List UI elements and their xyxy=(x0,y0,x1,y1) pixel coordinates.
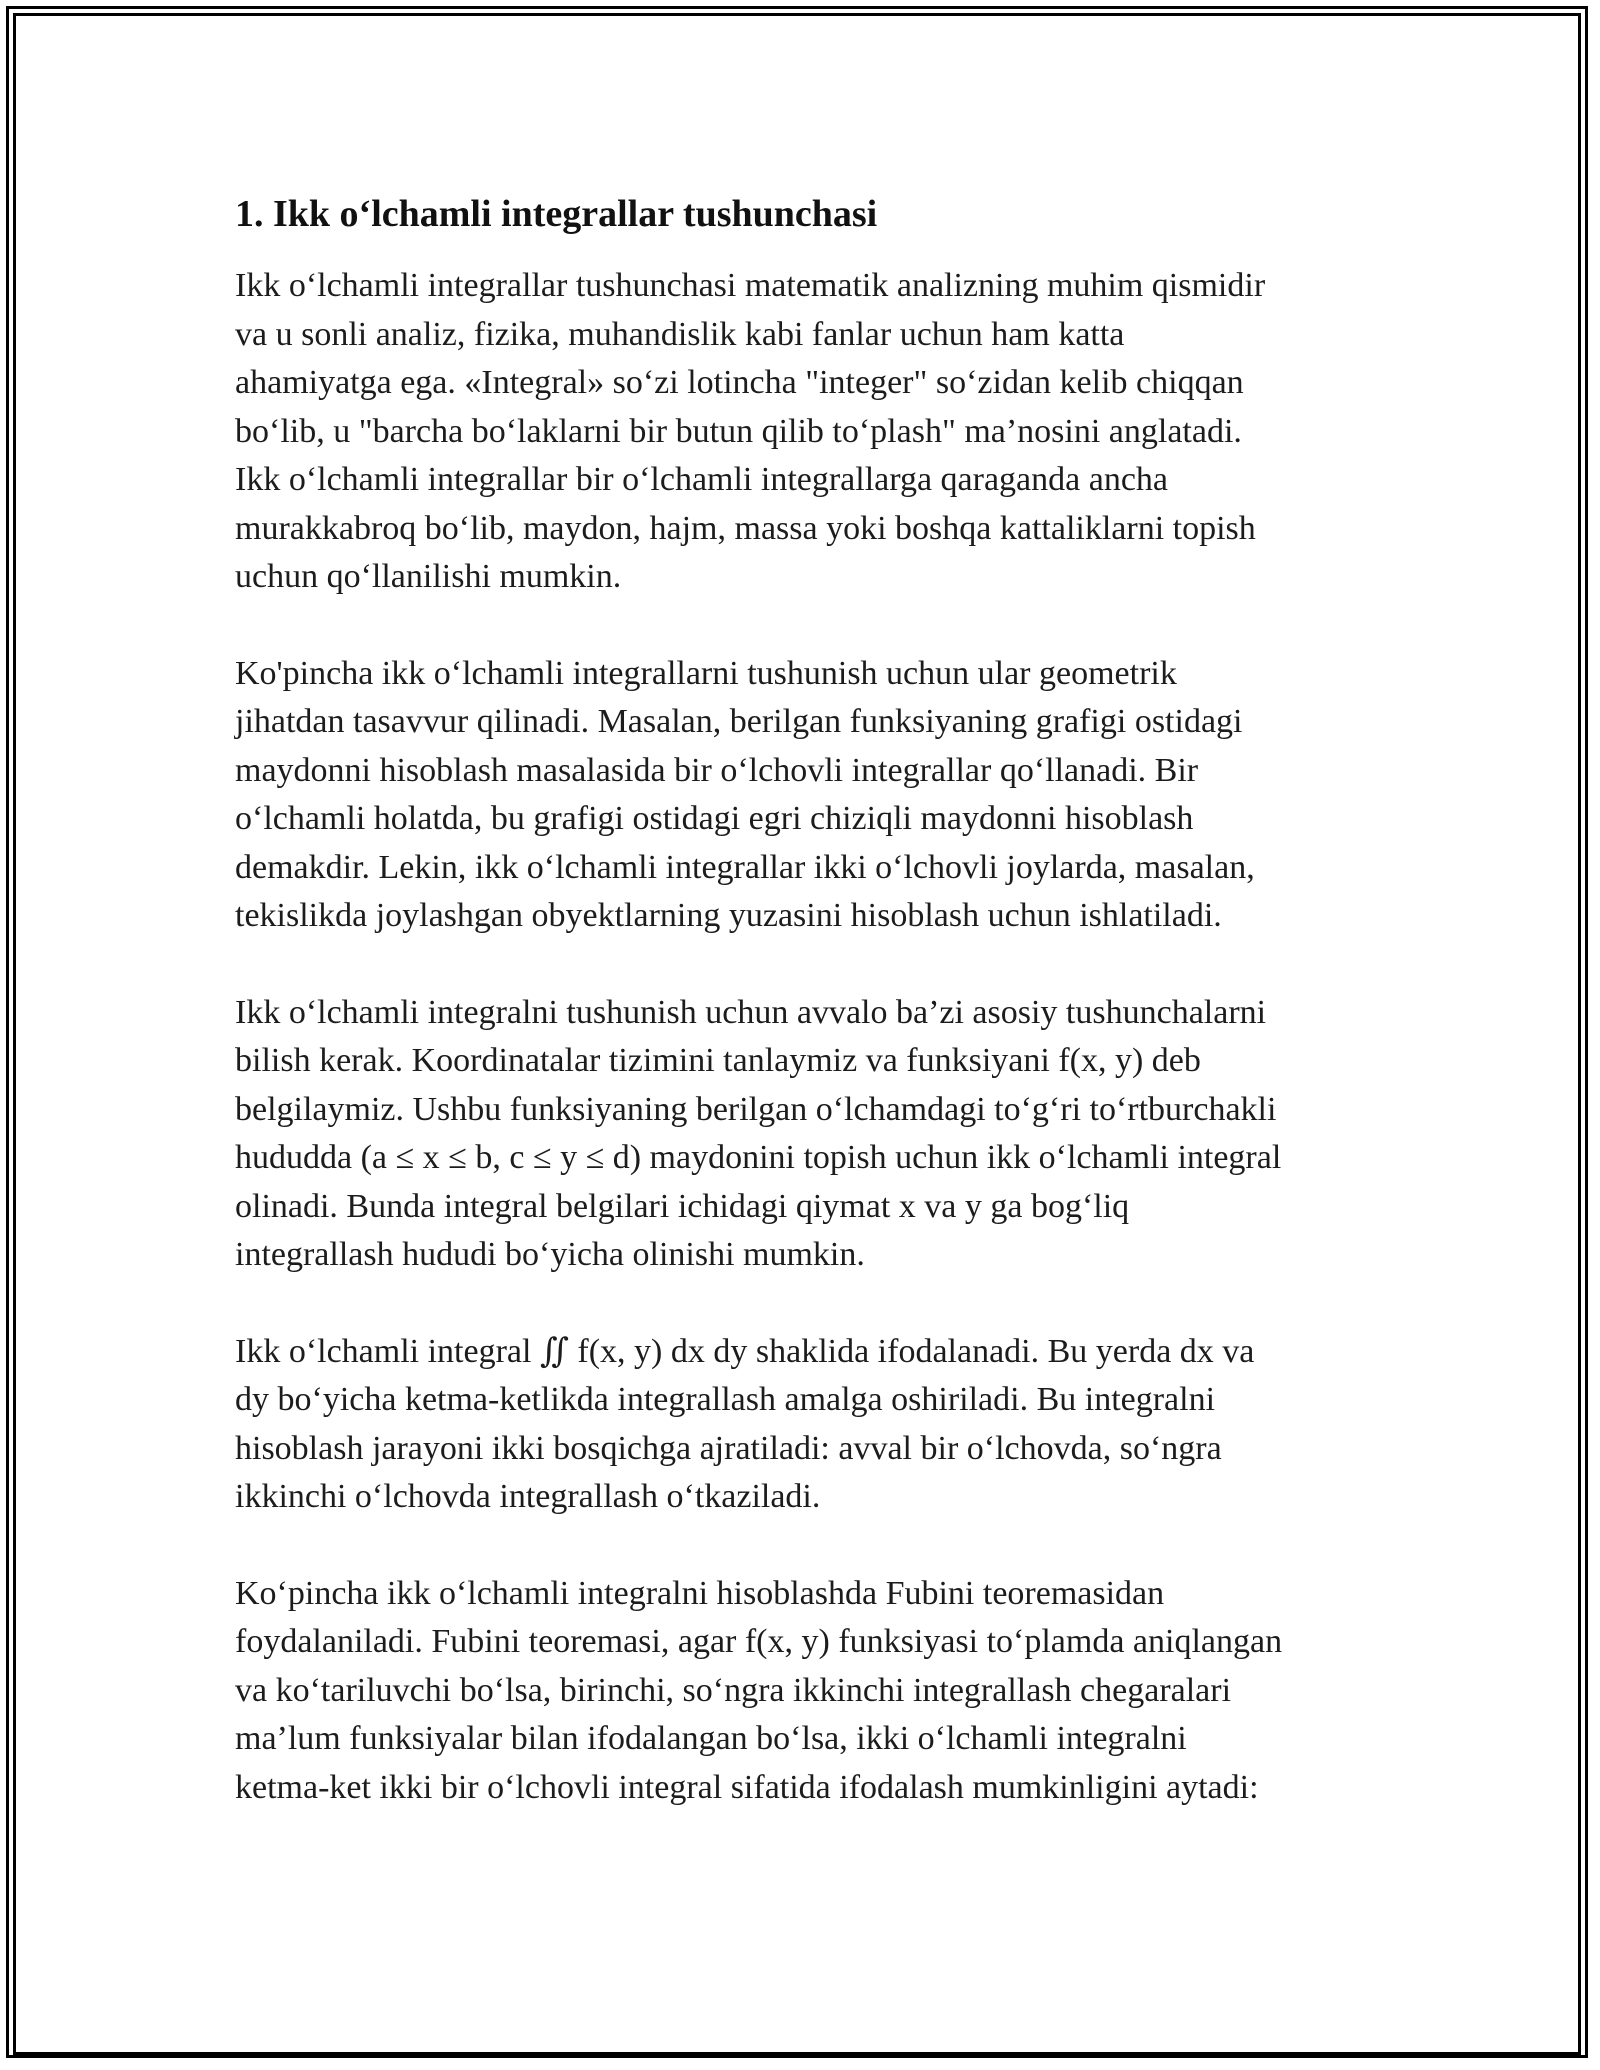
paragraph-line: hududda (a ≤ x ≤ b, c ≤ y ≤ d) maydonini topish uchun ikk o‘lchamli integral xyxy=(235,1139,1282,1176)
paragraph-line: va u sonli analiz, fizika, muhandislik kabi fanlar uchun ham katta xyxy=(235,315,1125,353)
paragraph-line: Ko‘pincha ikk o‘lchamli integralni hisoblashda Fubini teoremasidan xyxy=(235,1574,1165,1612)
paragraph-line: Ko'pincha ikk o‘lchamli integrallarni tushunish uchun ular geometrik xyxy=(235,654,1177,692)
paragraph-line: demakdir. Lekin, ikk o‘lchamli integrallar ikki o‘lchovli joylarda, masalan, xyxy=(235,848,1255,886)
paragraph-line: Ikk o‘lchamli integrallar bir o‘lchamli integrallarga qaraganda ancha xyxy=(235,461,1169,498)
paragraph-line: olinadi. Bunda integral belgilari ichidagi qiymat x va y ga bog‘liq xyxy=(235,1187,1130,1225)
paragraph-line: tekislikda joylashgan obyektlarning yuzasini hisoblash uchun ishlatiladi. xyxy=(235,897,1222,934)
paragraph-line: bo‘lib, u "barcha bo‘laklarni bir butun qilib to‘plash" ma’nosini anglatadi. xyxy=(235,412,1242,450)
paragraph-2 xyxy=(235,650,1375,941)
paragraph-3 xyxy=(235,989,1375,1280)
paragraph-line: ma’lum funksiyalar bilan ifodalangan bo‘lsa, ikki o‘lchamli integralni xyxy=(235,1720,1187,1757)
paragraph-line: hisoblash jarayoni ikki bosqichga ajratiladi: avval bir o‘lchovda, so‘ngra xyxy=(235,1429,1222,1467)
document-body xyxy=(235,188,1375,1860)
paragraph-line: ahamiyatga ega. «Integral» so‘zi lotincha "integer" so‘zidan kelib chiqqan xyxy=(235,364,1244,401)
paragraph-line: maydonni hisoblash masalasida bir o‘lchovli integrallar qo‘llanadi. Bir xyxy=(235,751,1199,789)
paragraph-line: bilish kerak. Koordinatalar tizimini tanlaymiz va funksiyani f(x, y) deb xyxy=(235,1042,1201,1079)
paragraph-1 xyxy=(235,262,1375,602)
section-title: 1. Ikk o‘lchamli integrallar tushunchasi xyxy=(235,193,878,235)
paragraph-4 xyxy=(235,1328,1375,1522)
paragraph-line: va ko‘tariluvchi bo‘lsa, birinchi, so‘ngra ikkinchi integrallash chegaralari xyxy=(235,1671,1232,1709)
paragraph-line: o‘lchamli holatda, bu grafigi ostidagi egri chiziqli maydonni hisoblash xyxy=(235,800,1194,837)
paragraph-line: foydalaniladi. Fubini teoremasi, agar f(x, y) funksiyasi to‘plamda aniqlangan xyxy=(235,1623,1283,1660)
paragraph-line: ikkinchi o‘lchovda integrallash o‘tkaziladi. xyxy=(235,1478,821,1515)
paragraph-line: integrallash hududi bo‘yicha olinishi mumkin. xyxy=(235,1236,865,1273)
paragraph-line: murakkabroq bo‘lib, maydon, hajm, massa yoki boshqa kattaliklarni topish xyxy=(235,509,1256,547)
paragraph-line: dy bo‘yicha ketma-ketlikda integrallash amalga oshiriladi. Bu integralni xyxy=(235,1381,1216,1418)
paragraph-line: belgilaymiz. Ushbu funksiyaning berilgan o‘lchamdagi to‘g‘ri to‘rtburchakli xyxy=(235,1090,1277,1128)
paragraph-line: uchun qo‘llanilishi mumkin. xyxy=(235,558,622,595)
paragraph-line: Ikk o‘lchamli integralni tushunish uchun avvalo ba’zi asosiy tushunchalarni xyxy=(235,993,1267,1031)
paragraph-line: Ikk o‘lchamli integral ∬ f(x, y) dx dy shaklida ifodalanadi. Bu yerda dx va xyxy=(235,1332,1255,1370)
paragraph-line: ketma-ket ikki bir o‘lchovli integral sifatida ifodalash mumkinligini aytadi: xyxy=(235,1768,1259,1806)
paragraph-line: jihatdan tasavvur qilinadi. Masalan, berilgan funksiyaning grafigi ostidagi xyxy=(235,703,1243,740)
paragraph-line: Ikk o‘lchamli integrallar tushunchasi matematik analizning muhim qismidir xyxy=(235,267,1266,304)
paragraph-5 xyxy=(235,1570,1375,1813)
